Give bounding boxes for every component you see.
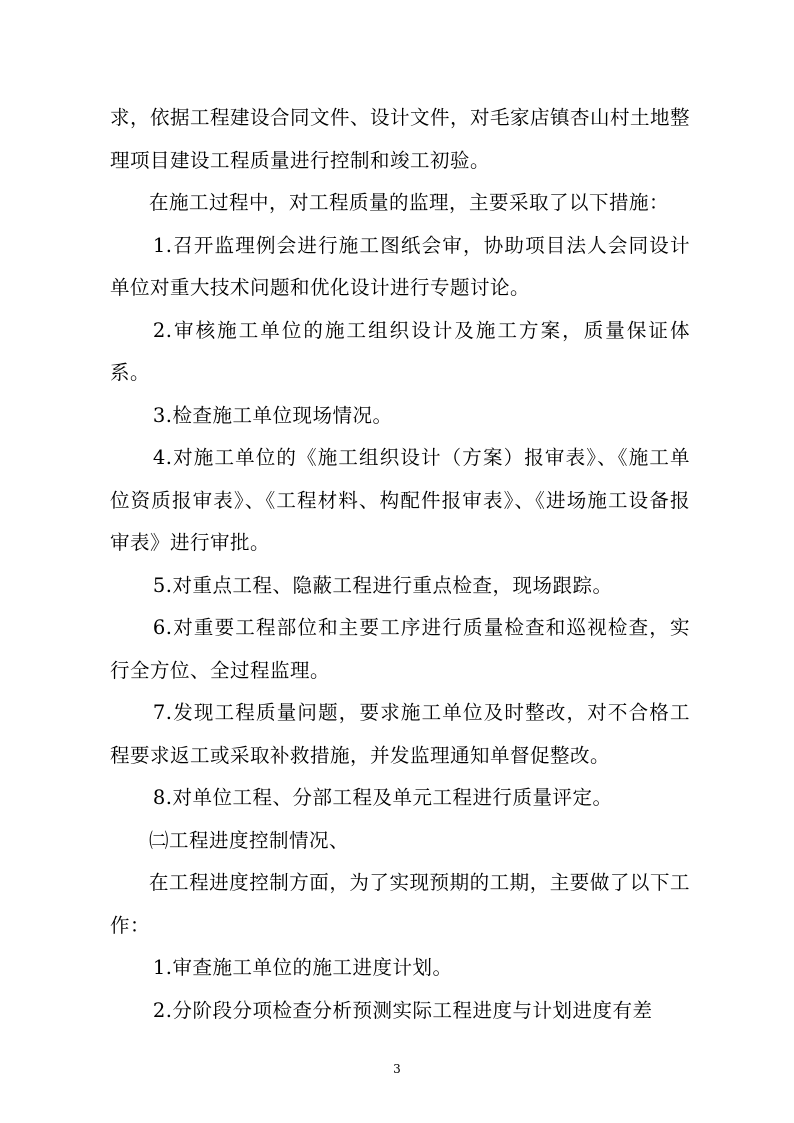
list-item-6: 6.对重要工程部位和主要工序进行质量检查和巡视检查，实行全方位、全过程监理。 — [110, 616, 690, 682]
list-item-1: 1.召开监理例会进行施工图纸会审，协助项目法人会同设计单位对重大技术问题和优化设计进行专题讨论。 — [110, 233, 690, 299]
list-item-3: 3.检查施工单位现场情况。 — [152, 403, 393, 427]
list-item-8: 8.对单位工程、分部工程及单元工程进行质量评定。 — [152, 786, 613, 809]
list-item-2: 2.审核施工单位的施工组织设计及施工方案，质量保证体系。 — [110, 318, 690, 384]
progress-item-1: 1.审查施工单位的施工进度计划。 — [152, 956, 453, 979]
section-heading-progress: ㈡工程进度控制情况、 — [149, 828, 350, 852]
progress-item-2: 2.分阶段分项检查分析预测实际工程进度与计划进度有差 — [152, 998, 653, 1022]
list-item-5: 5.对重点工程、隐蔽工程进行重点检查，现场跟踪。 — [152, 573, 613, 597]
page-number: 3 — [393, 1062, 401, 1076]
paragraph-quality-intro: 在施工过程中，对工程质量的监理，主要采取了以下措施： — [149, 191, 670, 214]
paragraph-progress-intro: 在工程进度控制方面，为了实现预期的工期，主要做了以下工作： — [110, 871, 690, 937]
document-body — [110, 97, 690, 1032]
list-item-7: 7.发现工程质量问题，要求施工单位及时整改，对不合格工程要求返工或采取补救措施，并发监理通知单督促整改。 — [110, 701, 690, 767]
paragraph-continuation: 求，依据工程建设合同文件、设计文件，对毛家店镇杏山村土地整理项目建设工程质量进行控制和竣工初验。 — [110, 106, 691, 172]
list-item-4: 4.对施工单位的《施工组织设计（方案）报审表》、《施工单位资质报审表》、《工程材料、构配件报审表》、《进场施工设备报审表》进行审批。 — [110, 446, 690, 554]
